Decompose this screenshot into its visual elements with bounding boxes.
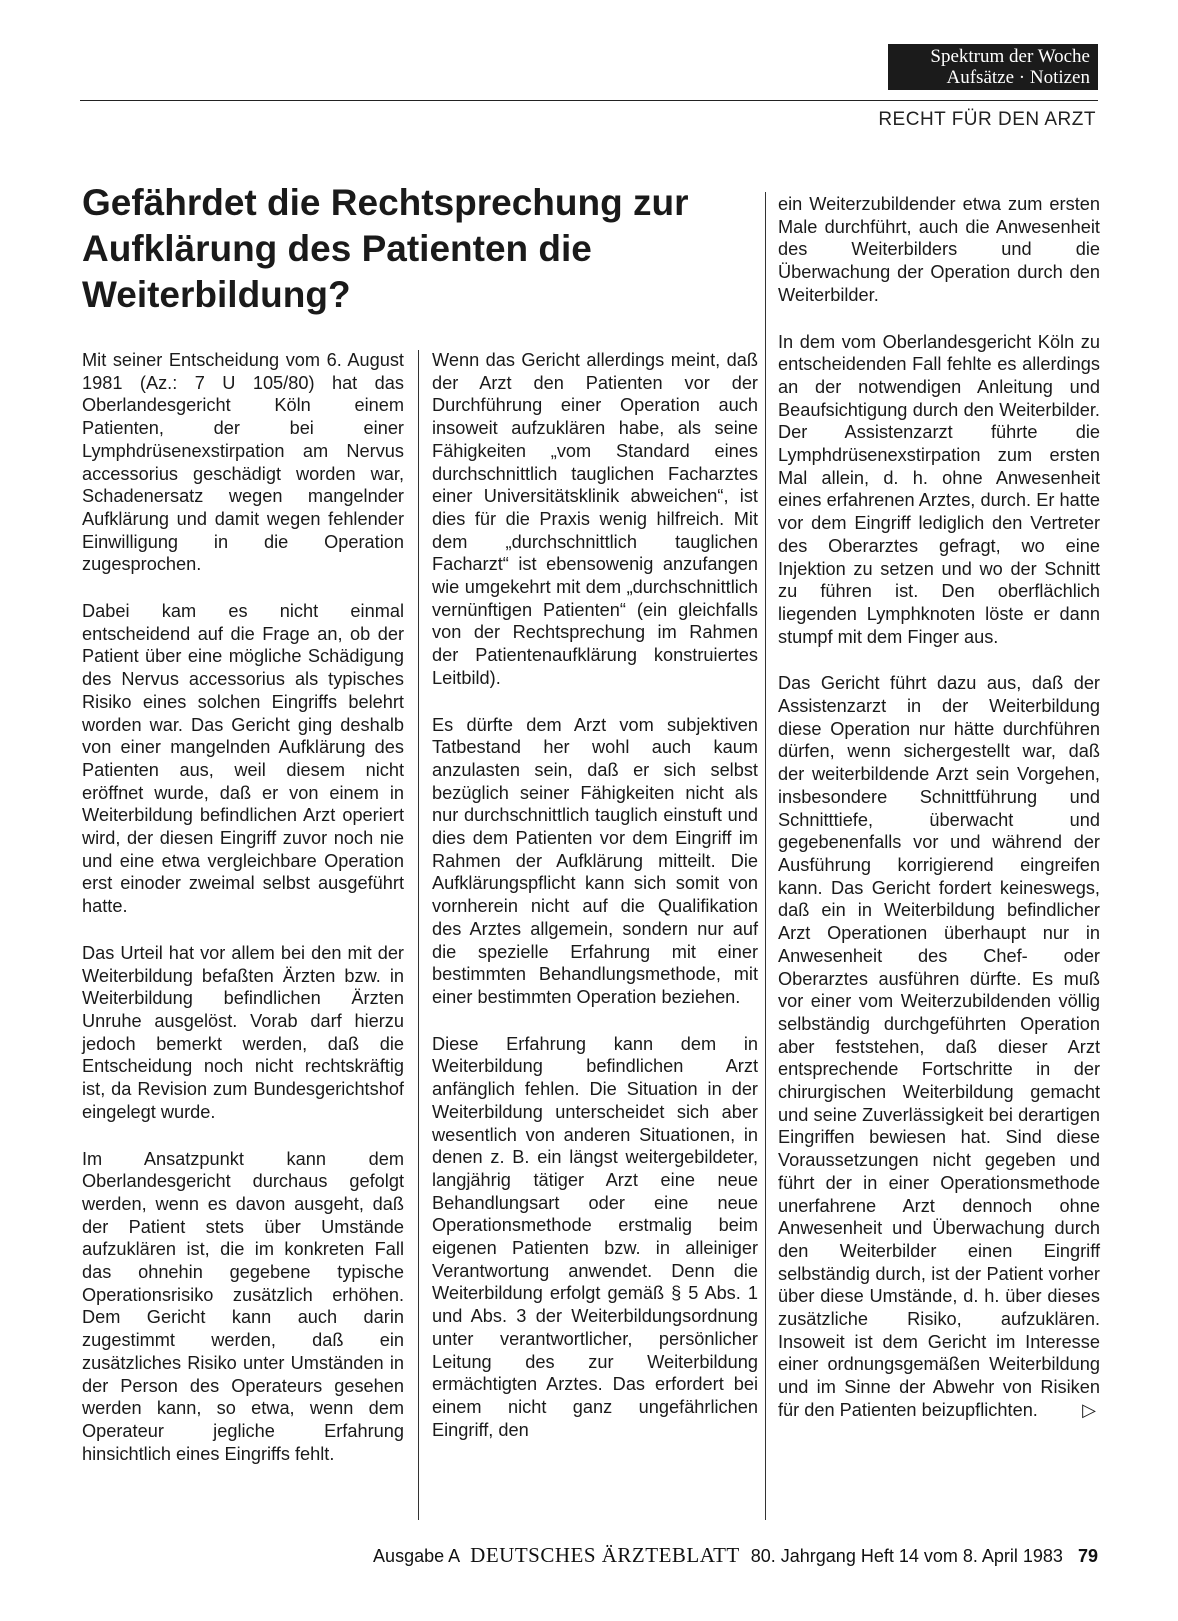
- paragraph: Im Ansatzpunkt kann dem Oberlandesgericht durchaus gefolgt werden, wenn es davon ausgeht, daß der Patient stets über Umstände aufzuklären ist, die im konkreten Fall das ohnehin gegebene typische Operationsrisiko zusätzlich erhöhen. Dem Gericht kann auch darin zugestimmt werden, daß ein zusätzliches Risiko unter Umständen in der Person des Operateurs gesehen werden kann, so etwa, wenn dem Operateur jegliche Erfahrung hinsichtlich eines Eingriffs fehlt.: [82, 1148, 404, 1464]
- article-title: Gefährdet die Rechtsprechung zur Aufklärung des Patienten die Weiterbildung?: [82, 182, 689, 315]
- paragraph: Mit seiner Entscheidung vom 6. August 1981 (Az.: 7 U 105/80) hat das Oberlandesgericht Köln einem Patienten, der bei einer Lymphdrüsenexstirpation am Nervus accessorius geschädigt worden war, Schadenersatz wegen mangelnder Aufklärung und damit wegen fehlender Einwilligung in die Operation zugesprochen.: [82, 350, 404, 575]
- section-badge: [888, 44, 1098, 90]
- continued-arrow-icon: ▷: [1082, 1399, 1096, 1420]
- journal-name: DEUTSCHES ÄRZTEBLATT: [470, 1543, 740, 1567]
- header-rule: [80, 100, 1098, 101]
- column-divider-2: [765, 192, 766, 1520]
- paragraph: ein Weiterzubildender etwa zum ersten Male durchführt, auch die Anwesenheit des Weiterbilders und die Überwachung der Operation durch den Weiterbilder.: [778, 194, 1100, 305]
- section-heading: RECHT FÜR DEN ARZT: [878, 109, 1096, 130]
- page-number: 79: [1077, 1546, 1098, 1566]
- paragraph: Es dürfte dem Arzt vom subjektiven Tatbestand her wohl auch kaum anzulasten sein, daß er sich selbst bezüglich seiner Fähigkeiten nicht als nur durchschnittlich tauglich einstuft und dies dem Patienten vor dem Eingriff im Rahmen der Aufklärung mitteilt. Die Aufklärungspflicht kann sich somit von vornherein nicht auf die Qualifikation des Arztes allgemein, sondern nur auf die spezielle Erfahrung mit einer bestimmten Behandlungsmethode, mit einer bestimmten Operation beziehen.: [432, 714, 758, 1007]
- edition-label: Ausgabe A: [373, 1546, 460, 1566]
- badge-line-1: Spektrum der Woche: [930, 46, 1090, 67]
- column-divider-1: [418, 350, 419, 1520]
- article-column-3: [778, 193, 1100, 1446]
- article-column-2: [432, 349, 758, 1465]
- article-column-1: [82, 349, 404, 1489]
- paragraph: In dem vom Oberlandesgericht Köln zu entscheidenden Fall fehlte es allerdings an der notwendigen Anleitung und Beaufsichtigung durch den Weiterbilder. Der Assistenzarzt führte die Lymphdrüsenexstirpation zum ersten Mal allein, d. h. ohne Anwesenheit eines erfahrenen Arztes, durch. Er hatte vor dem Eingriff lediglich den Vertreter des Oberarztes gefragt, wo eine Injektion zu setzen und wo der Schnitt zu führen ist. Den oberflächlich liegenden Lymphknoten löste er dann stumpf mit dem Finger aus.: [778, 331, 1100, 647]
- issue-info: 80. Jahrgang Heft 14 vom 8. April 1983: [750, 1546, 1063, 1566]
- badge-line-2: Aufsätze · Notizen: [946, 67, 1090, 88]
- paragraph: [778, 672, 1100, 1421]
- paragraph-text: Das Gericht führt dazu aus, daß der Assistenzarzt in der Weiterbildung diese Operation nur hätte durchführen dürfen, wenn sichergestellt war, daß der weiterbildende Arzt sein Vorgehen, insbesondere Schnittführung und Schnitttiefe, überwacht und gegebenenfalls vor und während der Ausführung korrigierend eingreifen kann. Das Gericht fordert keineswegs, daß ein in Weiterbildung befindlicher Arzt Operationen überhaupt nur in Anwesenheit des Chef- oder Oberarztes ausführen dürfte. Es muß vor einer vom Weiterzubildenden völlig selbständig durchgeführten Operation aber feststehen, daß dieser Arzt entsprechende Fortschritte in der chirurgischen Weiterbildung gemacht und seine Zuverlässigkeit bei derartigen Eingriffen bewiesen hat. Sind diese Voraussetzungen nicht gegeben und führt der in einer Operationsmethode unerfahrene Arzt dennoch ohne Anwesenheit und Überwachung durch den Weiterbilder einen Eingriff selbständig durch, ist der Patient vorher über diese Umstände, d. h. über dieses zusätzliche Risiko, aufzuklären. Insoweit ist dem Gericht im Interesse einer ordnungsgemäßen Weiterbildung und im Sinne der Abwehr von Risiken für den Patienten beizupflichten.: [778, 673, 1100, 1420]
- paragraph: Wenn das Gericht allerdings meint, daß der Arzt den Patienten vor der Durchführung einer Operation auch insoweit aufzuklären habe, als seine Fähigkeiten „vom Standard eines durchschnittlich tauglichen Facharztes einer Universitätsklinik abweichen“, ist dies für die Praxis wenig hilfreich. Mit dem „durchschnittlich tauglichen Facharzt“ ist ebensowenig anzufangen wie umgekehrt mit dem „durchschnittlich vernünftigen Patienten“ (ein gleichfalls von der Rechtsprechung im Rahmen der Patientenaufklärung konstruiertes Leitbild).: [432, 350, 758, 688]
- page-footer: [0, 1543, 1098, 1568]
- paragraph: Diese Erfahrung kann dem in Weiterbildung befindlichen Arzt anfänglich fehlen. Die Situation in der Weiterbildung unterscheidet sich aber wesentlich von anderen Situationen, in denen z. B. ein längst weitergebildeter, langjährig tätiger Arzt eine neue Behandlungsart oder eine neue Operationsmethode erstmalig beim eigenen Patienten bzw. in alleiniger Verantwortung anwendet. Denn die Weiterbildung erfolgt gemäß § 5 Abs. 1 und Abs. 3 der Weiterbildungsordnung unter verantwortlicher, persönlicher Leitung des zur Weiterbildung ermächtigten Arztes. Das erfordert bei einem nicht ganz ungefährlichen Eingriff, den: [432, 1033, 758, 1440]
- paragraph: Dabei kam es nicht einmal entscheidend auf die Frage an, ob der Patient über eine mögliche Schädigung des Nervus accessorius als typisches Risiko eines solchen Eingriffs belehrt worden war. Das Gericht ging deshalb von einer mangelnden Aufklärung des Patienten aus, weil diesem nicht eröffnet wurde, daß er von einem in Weiterbildung befindlichen Arzt operiert wird, der diesen Eingriff zuvor noch nie und eine etwa vergleichbare Operation erst einoder zweimal selbst ausgeführt hatte.: [82, 601, 404, 917]
- paragraph: Das Urteil hat vor allem bei den mit der Weiterbildung befaßten Ärzten bzw. in Weiterbildung befindlichen Ärzten Unruhe ausgelöst. Vorab darf hierzu jedoch bemerkt werden, daß die Entscheidung noch nicht rechtskräftig ist, da Revision zum Bundesgerichtshof eingelegt wurde.: [82, 942, 404, 1122]
